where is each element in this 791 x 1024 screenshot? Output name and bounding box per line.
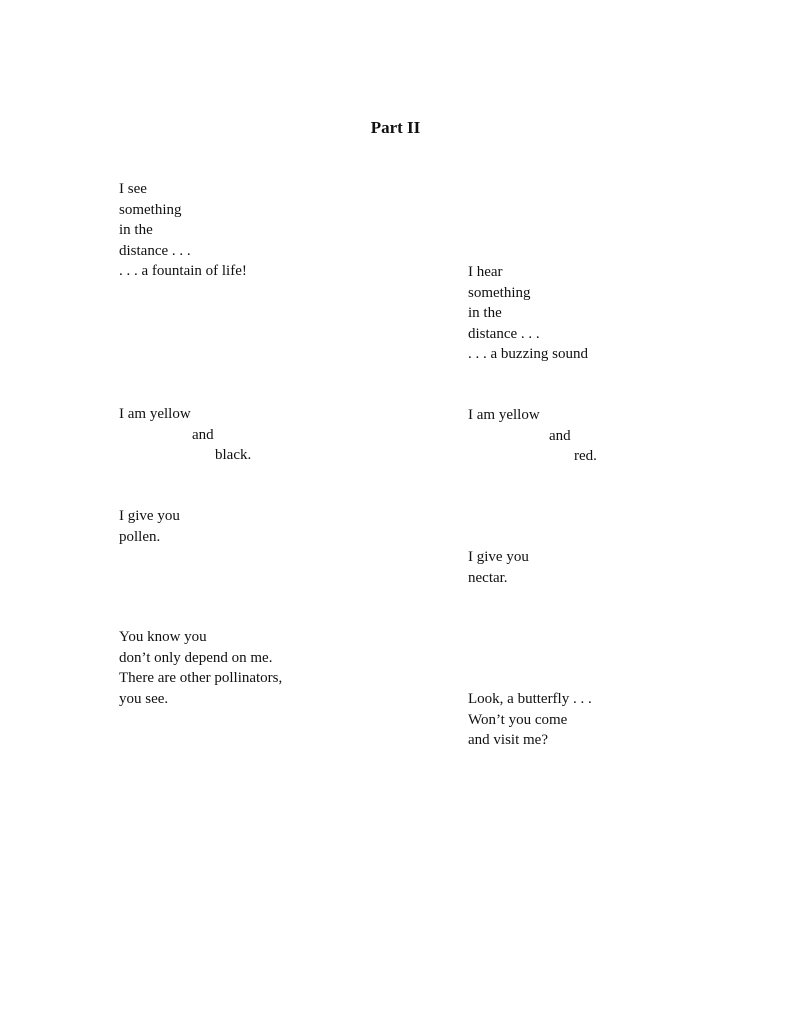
left-stanza-gift (119, 506, 180, 547)
poem-line: pollen. (119, 528, 161, 545)
page-title: Part II (370, 118, 421, 137)
right-stanza-butterfly (468, 689, 592, 751)
poem-line: something (119, 201, 182, 218)
poem-line: I hear (468, 264, 503, 280)
right-stanza-gift (468, 547, 529, 588)
poem-line: and (549, 427, 571, 444)
right-stanza-colors (468, 405, 597, 467)
poem-line: and visit me? (468, 732, 548, 748)
poem-line: I am yellow (468, 407, 540, 423)
left-stanza-fountain (119, 179, 247, 282)
poem-line: red. (574, 448, 597, 464)
poem-line: distance . . . (468, 325, 540, 342)
poem-line: in the (119, 222, 153, 238)
poem-line: Won’t you come (468, 711, 568, 728)
poem-line: I give you (468, 549, 529, 565)
poem-line: I give you (119, 508, 180, 524)
poem-line: don’t only depend on me. (119, 649, 273, 666)
poem-line: in the (468, 305, 502, 321)
poem-line: Look, a butterfly . . . (468, 691, 592, 707)
poem-line: . . . a buzzing sound (468, 346, 588, 362)
poem-line: There are other pollinators, (119, 670, 283, 686)
poem-line: black. (215, 447, 252, 463)
poem-line: nectar. (468, 569, 508, 586)
left-stanza-pollinators (119, 627, 282, 709)
left-stanza-colors (119, 404, 251, 466)
poem-line: . . . a fountain of life! (119, 263, 247, 279)
poem-line: I see (119, 181, 147, 197)
poem-line: distance . . . (119, 242, 191, 259)
poem-line: I am yellow (119, 406, 191, 422)
poem-line: you see. (119, 690, 169, 707)
poem-line: something (468, 284, 531, 301)
right-stanza-buzzing (468, 262, 588, 365)
poem-line: You know you (119, 629, 207, 645)
poem-line: and (192, 426, 214, 443)
